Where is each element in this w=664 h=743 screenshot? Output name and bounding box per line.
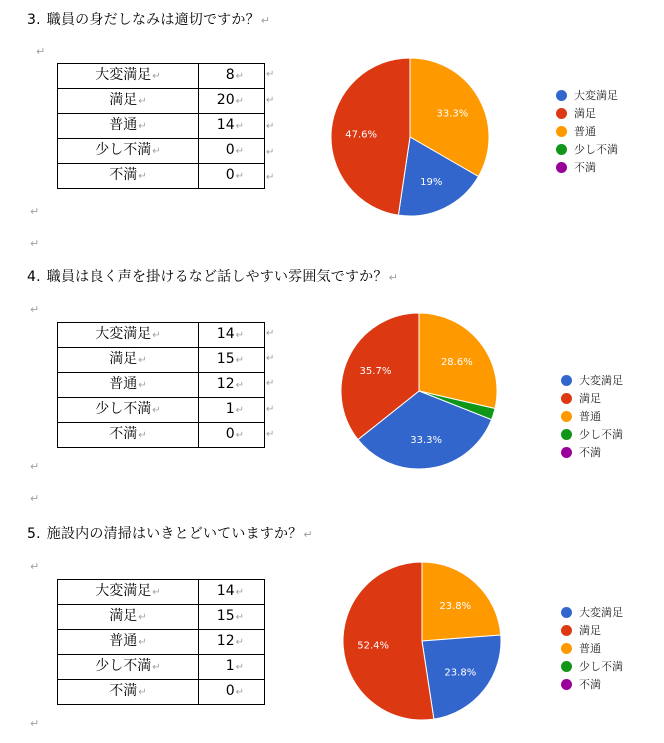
row-value: 14 [216,326,235,342]
legend-label: 不満 [579,678,601,691]
table-row [58,164,265,189]
row-value: 15 [216,351,235,367]
row-label: 少し不満 [95,142,152,158]
table-row [58,655,265,680]
return-mark: ↵ [266,121,275,132]
row-label: 不満 [109,426,138,442]
row-label: 少し不満 [95,658,152,674]
section-5-question: 施設内の清掃はいきとどいていますか？ [46,526,303,542]
legend-item [561,621,623,639]
section-5-pie-chart [342,561,502,721]
return-mark: ↵ [266,95,275,106]
pie-slice-label: 19% [420,177,443,189]
row-value: 8 [225,67,235,83]
section-3-heading [27,9,270,29]
legend-label: 普通 [579,410,601,423]
legend-item [561,603,623,621]
return-mark: ↵ [36,45,46,58]
row-value: 0 [225,142,235,158]
legend-item [561,371,623,389]
legend-swatch [556,90,567,101]
row-value: 14 [216,117,235,133]
return-mark: ↵ [235,355,244,366]
table-row [58,89,265,114]
section-4-pie-chart [340,312,498,470]
return-mark: ↵ [138,637,147,648]
return-mark: ↵ [266,69,275,80]
table-row [58,64,265,89]
row-value: 0 [225,426,235,442]
row-value: 12 [216,633,235,649]
return-mark: ↵ [235,430,244,441]
section-3-legend [556,86,618,176]
return-mark: ↵ [30,717,40,730]
return-mark: ↵ [30,460,40,473]
legend-label: 大変満足 [579,606,623,619]
return-mark: ↵ [30,237,40,250]
legend-item [556,158,618,176]
legend-item [561,407,623,425]
return-mark: ↵ [235,662,244,673]
table-row [58,423,265,448]
legend-item [561,657,623,675]
legend-item [556,140,618,158]
row-value: 0 [225,167,235,183]
row-label: 普通 [109,633,138,649]
return-mark: ↵ [138,430,147,441]
table-row [58,139,265,164]
legend-item [561,443,623,461]
section-4-number: 4. [27,269,41,285]
section-3-table [57,63,265,189]
row-label: 不満 [109,683,138,699]
legend-item [561,675,623,693]
return-mark: ↵ [152,146,161,157]
pie-slice-label: 35.7% [359,365,392,377]
pie-slice-label: 28.6% [440,356,473,368]
legend-label: 少し不満 [574,143,618,156]
legend-label: 満足 [574,107,596,120]
row-value: 20 [216,92,235,108]
row-value: 14 [216,583,235,599]
table-row [58,680,265,705]
legend-label: 普通 [579,642,601,655]
return-mark: ↵ [138,380,147,391]
section-5-legend [561,603,623,693]
row-value: 1 [225,658,235,674]
legend-swatch [561,679,572,690]
return-mark: ↵ [235,146,244,157]
row-label: 満足 [109,608,138,624]
legend-label: 満足 [579,392,601,405]
legend-item [556,86,618,104]
return-mark: ↵ [235,587,244,598]
legend-swatch [561,411,572,422]
legend-swatch [556,144,567,155]
return-mark: ↵ [152,662,161,673]
legend-item [556,104,618,122]
section-3-pie-chart [330,57,490,217]
return-mark: ↵ [266,147,275,158]
return-mark: ↵ [152,330,161,341]
return-mark: ↵ [266,353,275,364]
table-row [58,323,265,348]
table-row [58,398,265,423]
row-value: 1 [225,401,235,417]
legend-label: 少し不満 [579,660,623,673]
return-mark: ↵ [388,271,398,284]
return-mark: ↵ [138,687,147,698]
return-mark: ↵ [266,328,275,339]
return-mark: ↵ [235,380,244,391]
pie-slice-label: 23.8% [439,601,472,613]
return-mark: ↵ [30,560,40,573]
legend-item [561,639,623,657]
section-5-number: 5. [27,526,41,542]
return-mark: ↵ [266,429,275,440]
pie-slice-label: 33.3% [410,434,443,446]
return-mark: ↵ [30,205,40,218]
section-3-question: 職員の身だしなみは適切ですか？ [46,12,260,28]
return-mark: ↵ [235,687,244,698]
pie-slice-label: 52.4% [357,640,390,652]
section-4-legend [561,371,623,461]
pie-slice-label: 23.8% [444,667,477,679]
return-mark: ↵ [235,171,244,182]
section-3-number: 3. [27,12,41,28]
return-mark: ↵ [152,587,161,598]
legend-swatch [556,108,567,119]
return-mark: ↵ [30,303,40,316]
legend-swatch [561,643,572,654]
legend-swatch [556,162,567,173]
return-mark: ↵ [138,96,147,107]
section-5-heading [27,523,313,543]
legend-item [556,122,618,140]
return-mark: ↵ [138,612,147,623]
row-label: 満足 [109,92,138,108]
row-value: 12 [216,376,235,392]
legend-label: 不満 [579,446,601,459]
section-5-table [57,579,265,705]
return-mark: ↵ [138,171,147,182]
return-mark: ↵ [235,612,244,623]
section-4-table [57,322,265,448]
table-row [58,114,265,139]
return-mark: ↵ [235,96,244,107]
legend-label: 少し不満 [579,428,623,441]
row-value: 15 [216,608,235,624]
table-row [58,373,265,398]
row-label: 大変満足 [95,583,152,599]
table-row [58,605,265,630]
return-mark: ↵ [303,528,313,541]
legend-label: 大変満足 [579,374,623,387]
row-label: 不満 [109,167,138,183]
pie-slice-label: 47.6% [345,129,378,141]
return-mark: ↵ [266,172,275,183]
return-mark: ↵ [30,492,40,505]
legend-item [561,425,623,443]
legend-label: 不満 [574,161,596,174]
row-label: 普通 [109,376,138,392]
legend-label: 大変満足 [574,89,618,102]
return-mark: ↵ [266,378,275,389]
legend-swatch [561,625,572,636]
legend-label: 普通 [574,125,596,138]
row-value: 0 [225,683,235,699]
legend-swatch [561,661,572,672]
row-label: 大変満足 [95,326,152,342]
return-mark: ↵ [235,637,244,648]
legend-swatch [561,393,572,404]
return-mark: ↵ [138,355,147,366]
return-mark: ↵ [152,71,161,82]
return-mark: ↵ [260,14,271,27]
return-mark: ↵ [138,121,147,132]
legend-label: 満足 [579,624,601,637]
table-row [58,348,265,373]
row-label: 大変満足 [95,67,152,83]
return-mark: ↵ [235,121,244,132]
legend-item [561,389,623,407]
section-4-heading [27,266,398,286]
row-label: 普通 [109,117,138,133]
legend-swatch [561,447,572,458]
legend-swatch [561,607,572,618]
return-mark: ↵ [235,71,244,82]
legend-swatch [561,429,572,440]
return-mark: ↵ [235,405,244,416]
table-row [58,630,265,655]
pie-slice-label: 33.3% [436,108,469,120]
table-row [58,580,265,605]
return-mark: ↵ [235,330,244,341]
row-label: 少し不満 [95,401,152,417]
return-mark: ↵ [266,404,275,415]
return-mark: ↵ [152,405,161,416]
row-label: 満足 [109,351,138,367]
section-4-question: 職員は良く声を掛けるなど話しやすい雰囲気ですか？ [46,269,388,285]
legend-swatch [561,375,572,386]
legend-swatch [556,126,567,137]
